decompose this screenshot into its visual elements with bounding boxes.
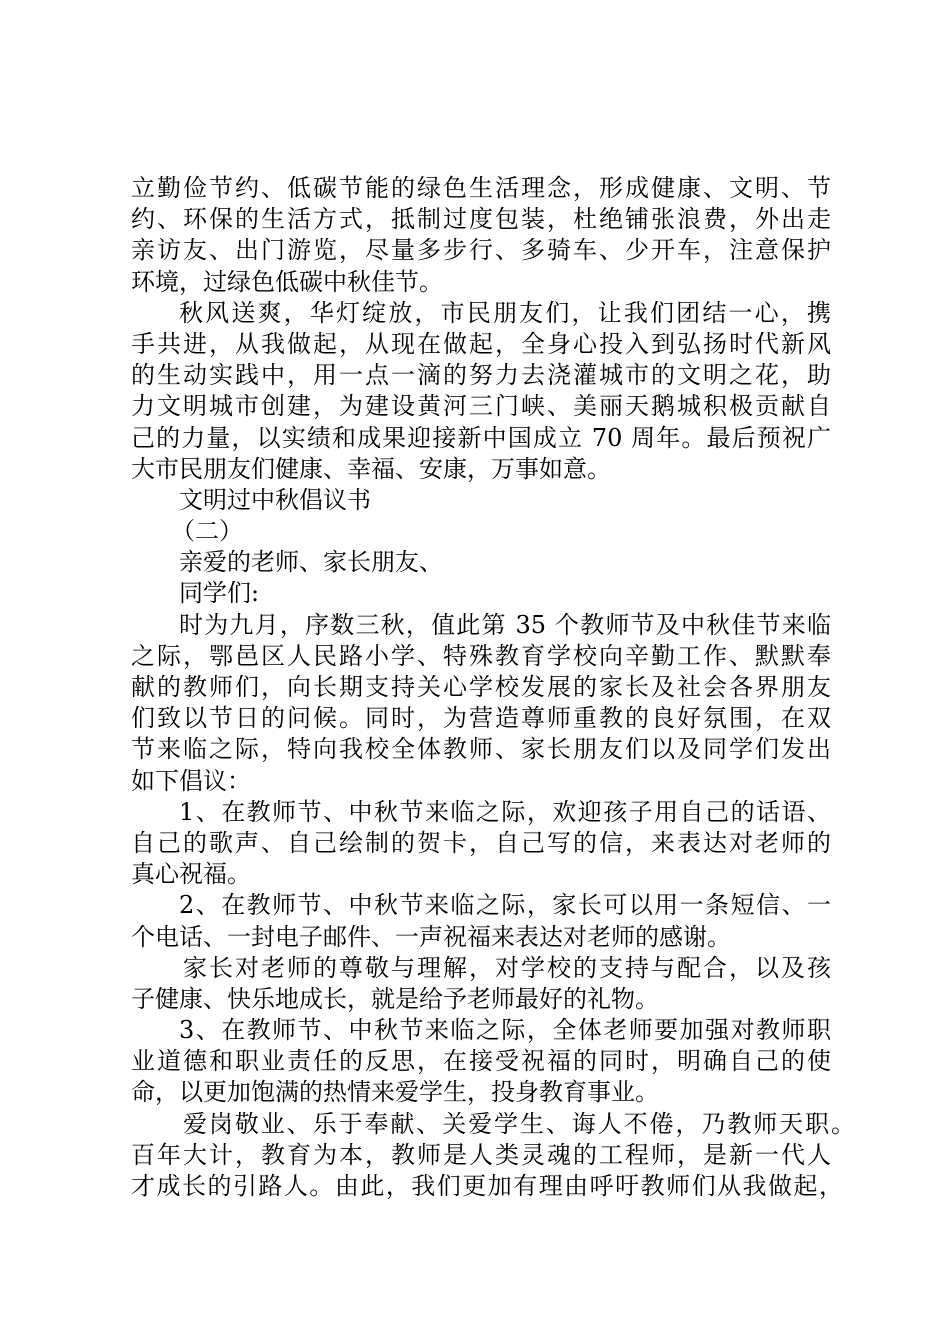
text-line: 子健康、快乐地成长，就是给予老师最好的礼物。: [131, 984, 659, 1013]
list-item: 3、在教师节、中秋节来临之际，全体老师要加强对教师职: [179, 1016, 831, 1045]
text-line: 亲访友、出门游览，尽量多步行、多骑车、少开车，注意保护: [131, 236, 831, 265]
text-line: 自己的歌声、自己绘制的贺卡，自己写的信，来表达对老师的: [131, 828, 831, 857]
list-item: 1、在教师节、中秋节来临之际，欢迎孩子用自己的话语、: [179, 797, 831, 826]
salutation: 同学们:: [179, 579, 260, 608]
text-line: 手共进，从我做起，从现在做起，全身心投入到弘扬时代新风: [131, 329, 831, 358]
text-line: 们致以节日的问候。同时，为营造尊师重教的良好氛围，在双: [131, 704, 831, 733]
section-number: （二）: [171, 517, 243, 546]
text-line: 立勤俭节约、低碳节能的绿色生活理念，形成健康、文明、节: [131, 174, 831, 202]
text-line: 约、环保的生活方式，抵制过度包装，杜绝铺张浪费，外出走: [131, 205, 831, 234]
text-line: 的生动实践中，用一点一滴的努力去浇灌城市的文明之花，助: [131, 361, 831, 390]
text-line: 之际，鄂邑区人民路小学、特殊教育学校向辛勤工作、默默奉: [131, 641, 831, 670]
text-line: 业道德和职业责任的反思，在接受祝福的同时，明确自己的使: [131, 1047, 831, 1076]
text-line: 个电话、一封电子邮件、一声祝福来表达对老师的感谢。: [131, 922, 731, 951]
text-line: 己的力量，以实绩和成果迎接新中国成立 70 周年。最后预祝广: [131, 423, 831, 452]
text-line: 节来临之际，特向我校全体教师、家长朋友们以及同学们发出: [131, 735, 831, 764]
text-line: 力文明城市创建，为建设黄河三门峡、美丽天鹅城积极贡献自: [131, 392, 831, 421]
text-line: 如下倡议：: [131, 766, 251, 795]
section-title: 文明过中秋倡议书: [179, 485, 371, 514]
list-item: 2、在教师节、中秋节来临之际，家长可以用一条短信、一: [179, 891, 831, 920]
text-line: 秋风送爽，华灯绽放，市民朋友们，让我们团结一心，携: [179, 298, 831, 327]
text-line: 献的教师们，向长期支持关心学校发展的家长及社会各界朋友: [131, 673, 831, 701]
text-line: 真心祝福。: [131, 860, 251, 889]
salutation: 亲爱的老师、家长朋友、: [179, 548, 443, 577]
text-line: 才成长的引路人。由此，我们更加有理由呼吁教师们从我做起，: [131, 1172, 843, 1200]
text-line: 环境，过绿色低碳中秋佳节。: [131, 267, 443, 296]
text-line: 百年大计，教育为本，教师是人类灵魂的工程师，是新一代人: [131, 1140, 831, 1169]
document-body: [131, 173, 855, 1202]
text-line: 家长对老师的尊敬与理解，对学校的支持与配合，以及孩: [183, 953, 831, 982]
text-line: 时为九月，序数三秋，值此第 35 个教师节及中秋佳节来临: [179, 610, 831, 639]
text-line: 爱岗敬业、乐于奉献、关爱学生、诲人不倦，乃教师天职。: [183, 1109, 855, 1138]
text-line: 命，以更加饱满的热情来爱学生，投身教育事业。: [131, 1078, 659, 1107]
text-line: 大市民朋友们健康、幸福、安康，万事如意。: [131, 454, 611, 483]
